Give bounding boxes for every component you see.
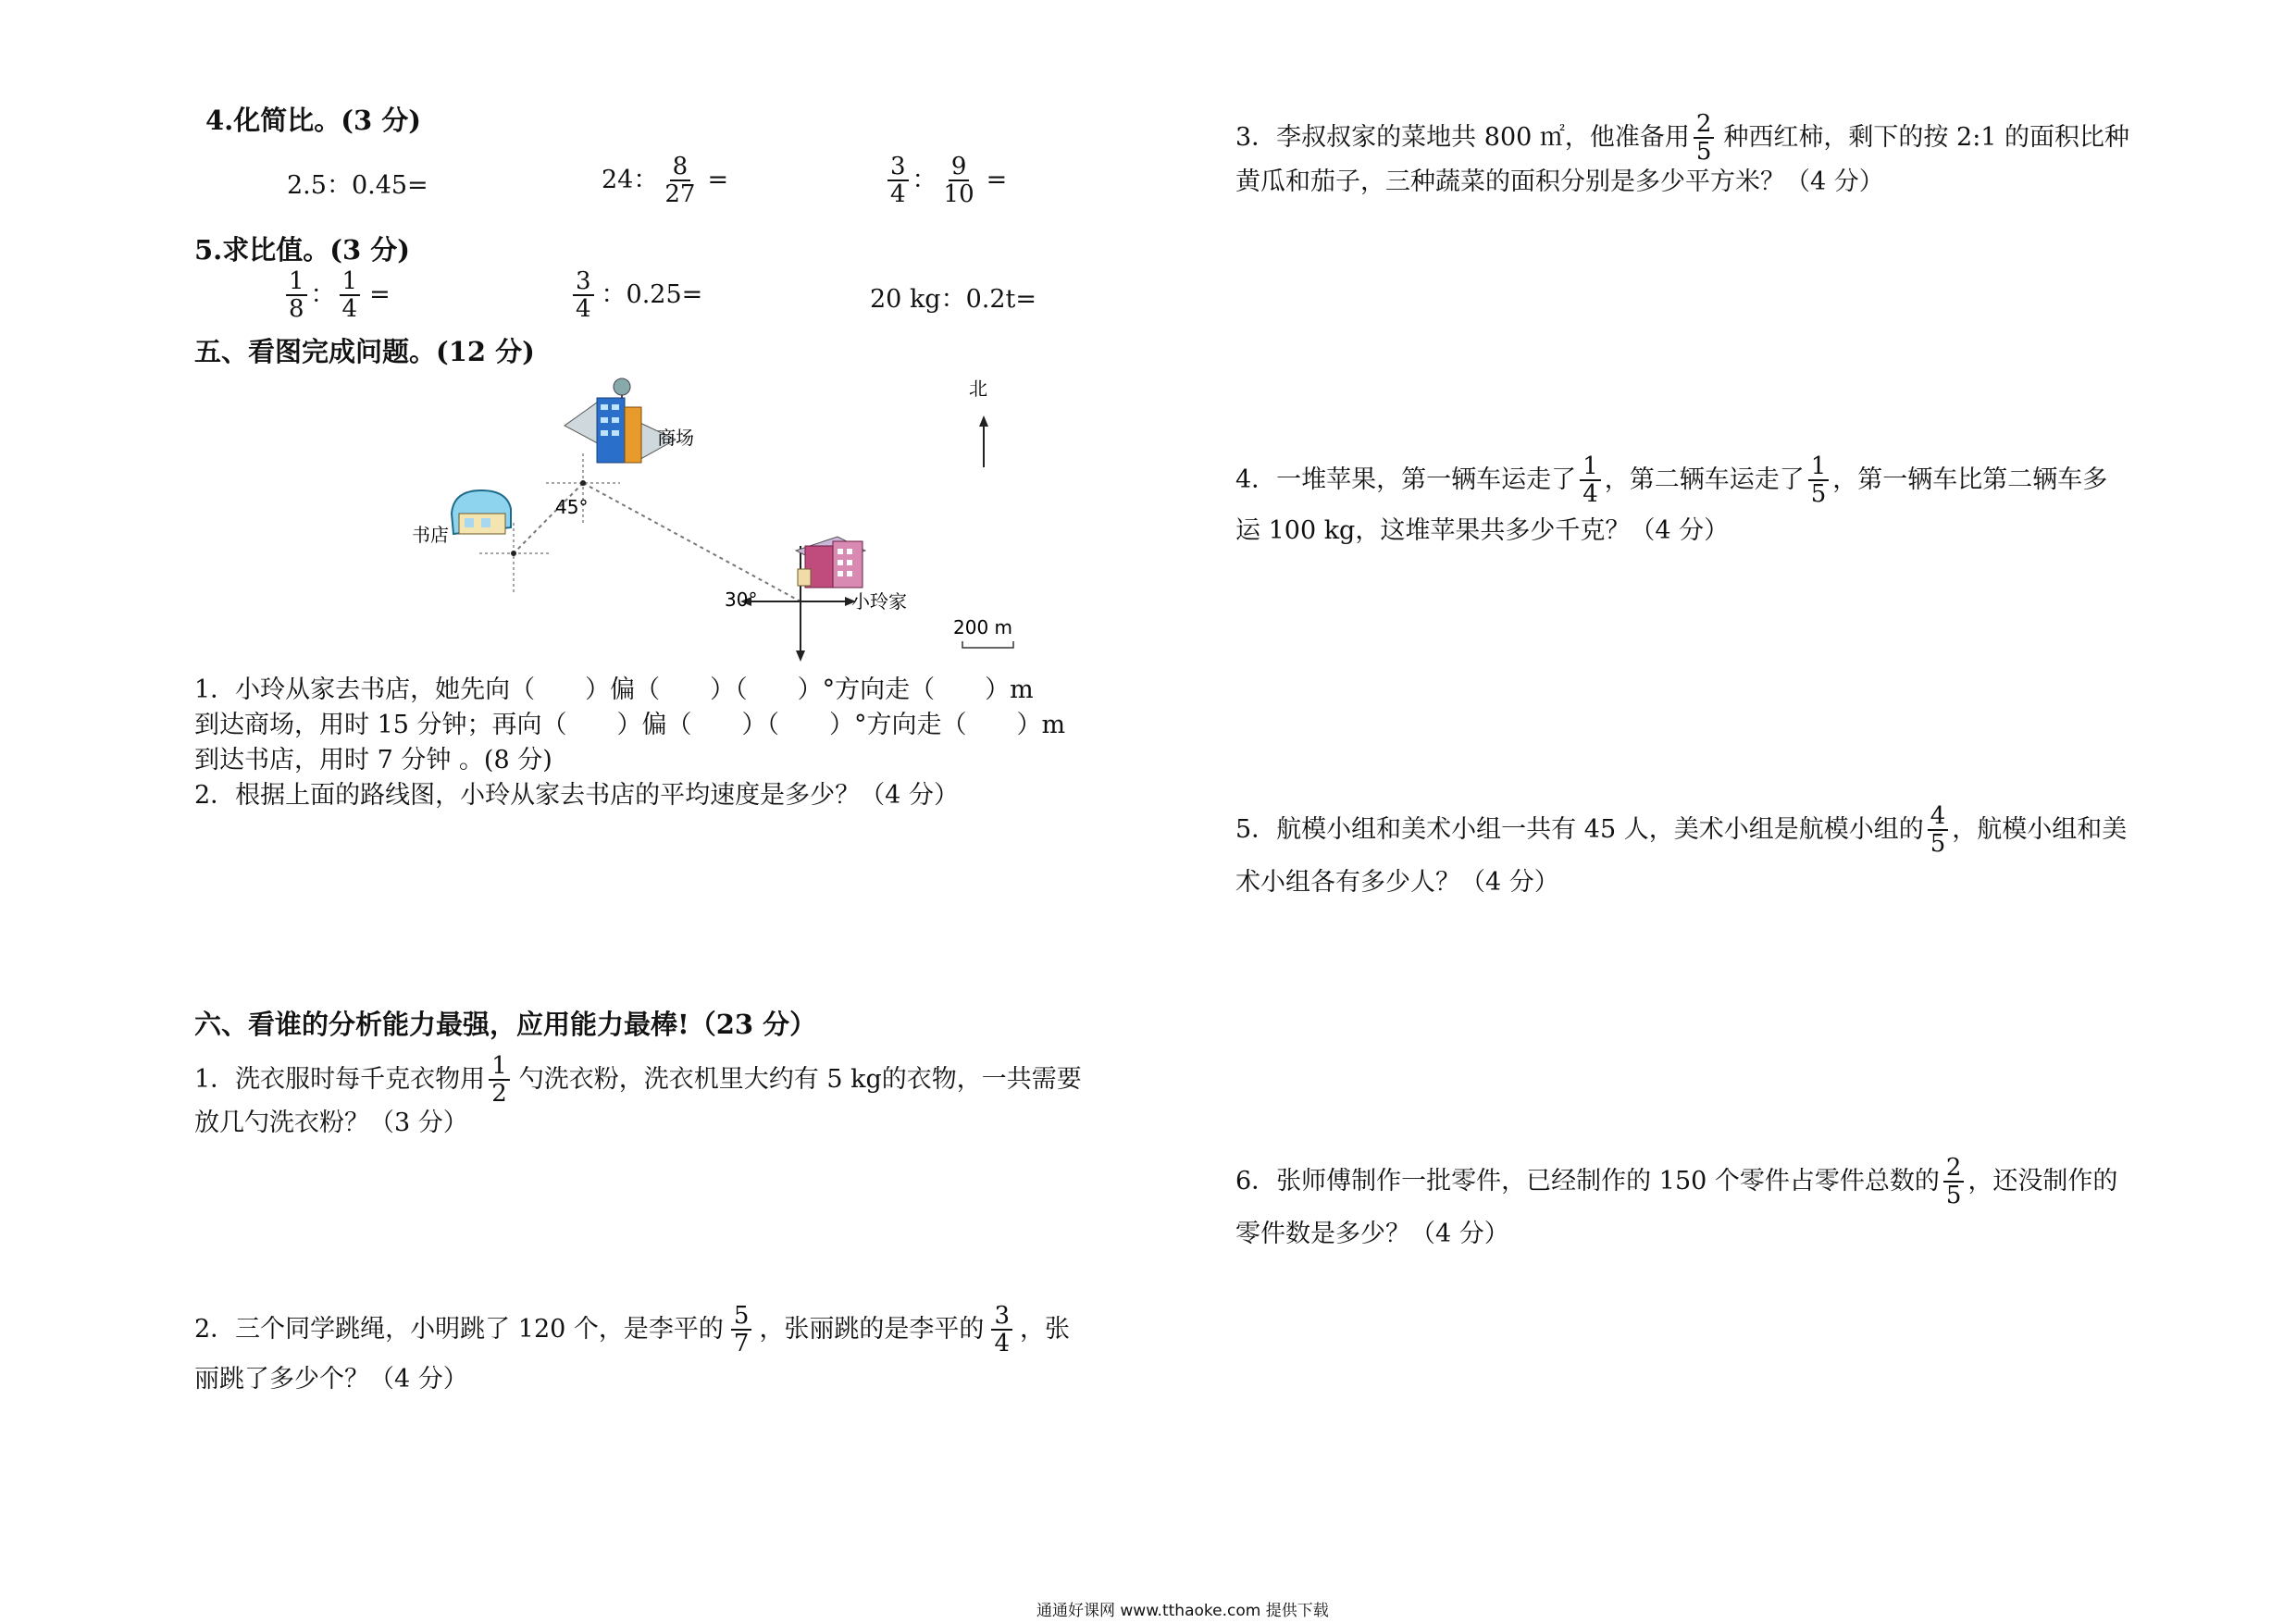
s6-q1-line-2: 放几勺洗衣粉？（3 分） xyxy=(194,1109,468,1137)
map-north-label: 北 xyxy=(969,378,987,400)
fraction: $\frac{2}{5}$ xyxy=(1694,111,1715,165)
bookstore-building-icon xyxy=(452,490,511,534)
section6-heading: 六、看谁的分析能力最强，应用能力最棒!（23 分） xyxy=(194,1009,817,1040)
r-q5-line-2: 术小组各有多少人？（4 分） xyxy=(1235,868,1559,897)
fraction: $\frac{1}{8}$ xyxy=(286,268,307,322)
r-q6-line-1: 6．张师傅制作一批零件，已经制作的 150 个零件占零件总数的 $\frac{2}{5}$ ，还没制作的 xyxy=(1235,1154,2118,1209)
fraction: $\frac{2}{5}$ xyxy=(1943,1155,1965,1208)
fraction: $\frac{4}{5}$ xyxy=(1928,803,1949,857)
r-q4-line-1: 4．一堆苹果，第一辆车运走了 $\frac{1}{4}$ ，第二辆车运走了 $\frac{1}{5}$ ，第一辆车比第二辆车多 xyxy=(1235,452,2108,508)
s6-q2-line-1: 2．三个同学跳绳，小明跳了 120 个，是李平的 $\frac{5}{7}$ ，张丽跳的是李平的 $\frac{3}{4}$ ，张 xyxy=(194,1302,1070,1357)
q1-line-1: 1．小玲从家去书店，她先向（ ）偏（ ）（ ）°方向走（ ）m xyxy=(194,675,1034,704)
map-bookstore-label: 书店 xyxy=(412,524,449,546)
fraction: $\frac{3}{4}$ xyxy=(573,268,594,322)
r-q3-line-1: 3．李叔叔家的菜地共 800 ㎡，他准备用 $\frac{2}{5}$ 种西红柿，剩下的按 2:1 的面积比种 xyxy=(1235,110,2130,166)
mall-building-icon xyxy=(565,378,676,463)
fraction: $\frac{8}{27}$ xyxy=(664,153,696,208)
fraction: $\frac{3}{4}$ xyxy=(887,154,909,207)
map-scale-label: 200 m xyxy=(953,616,1013,638)
s6-q1-line-1: 1．洗衣服时每千克衣物用 $\frac{1}{2}$ 勺洗衣粉，洗衣机里大约有 5 kg的衣物，一共需要 xyxy=(194,1052,1082,1108)
q2-text: 2．根据上面的路线图，小玲从家去书店的平均速度是多少？（4 分） xyxy=(194,781,959,810)
r-q6-line-2: 零件数是多少？（4 分） xyxy=(1235,1220,1509,1248)
q5-item-b: $\frac{3}{4}$ ：0.25= xyxy=(569,268,702,322)
map-angle-45: 45° xyxy=(555,496,589,518)
map-home-label: 小玲家 xyxy=(851,590,907,613)
fraction: $\frac{1}{4}$ xyxy=(340,268,361,322)
q5-heading: 5.求比值。(3 分) xyxy=(194,234,410,266)
q1-line-3: 到达书店，用时 7 分钟 。(8 分) xyxy=(194,746,552,774)
fraction: $\frac{5}{7}$ xyxy=(731,1303,752,1357)
r-q4-line-2: 运 100 kg，这堆苹果共多少千克？（4 分） xyxy=(1235,516,1730,545)
section5-heading: 五、看图完成问题。(12 分) xyxy=(194,336,535,367)
footer-text: 通通好课网 www.tthaoke.com 提供下载 xyxy=(1036,1602,1329,1620)
fraction: $\frac{1}{4}$ xyxy=(1580,453,1601,507)
q4-item-a: 2.5：0.45= xyxy=(287,171,428,200)
fraction: $\frac{3}{4}$ xyxy=(991,1303,1012,1357)
r-q5-line-1: 5．航模小组和美术小组一共有 45 人，美术小组是航模小组的 $\frac{4}{5}$ ，航模小组和美 xyxy=(1235,802,2128,858)
fraction: $\frac{1}{2}$ xyxy=(489,1053,510,1107)
q5-item-c: 20 kg：0.2t= xyxy=(870,285,1036,314)
home-building-icon xyxy=(796,537,865,588)
fraction: $\frac{1}{5}$ xyxy=(1808,453,1830,507)
q1-line-2: 到达商场，用时 15 分钟；再向（ ）偏（ ）（ ）°方向走（ ）m xyxy=(194,711,1066,739)
q4-heading: 4.化简比。(3 分) xyxy=(205,105,421,136)
s6-q2-line-2: 丽跳了多少个？（4 分） xyxy=(194,1365,468,1394)
q4-item-c: $\frac{3}{4}$ ： $\frac{9}{10}$ = xyxy=(884,154,1007,207)
q4-item-b: 24： $\frac{8}{27}$ = xyxy=(602,153,729,208)
fraction: $\frac{9}{10}$ xyxy=(943,153,974,208)
route-map-figure xyxy=(398,375,1027,671)
map-angle-30: 30° xyxy=(725,588,758,611)
map-mall-label: 商场 xyxy=(657,427,694,449)
q5-item-a: $\frac{1}{8}$ ： $\frac{1}{4}$ = xyxy=(282,268,391,322)
r-q3-line-2: 黄瓜和茄子，三种蔬菜的面积分别是多少平方米？（4 分） xyxy=(1235,167,1884,196)
